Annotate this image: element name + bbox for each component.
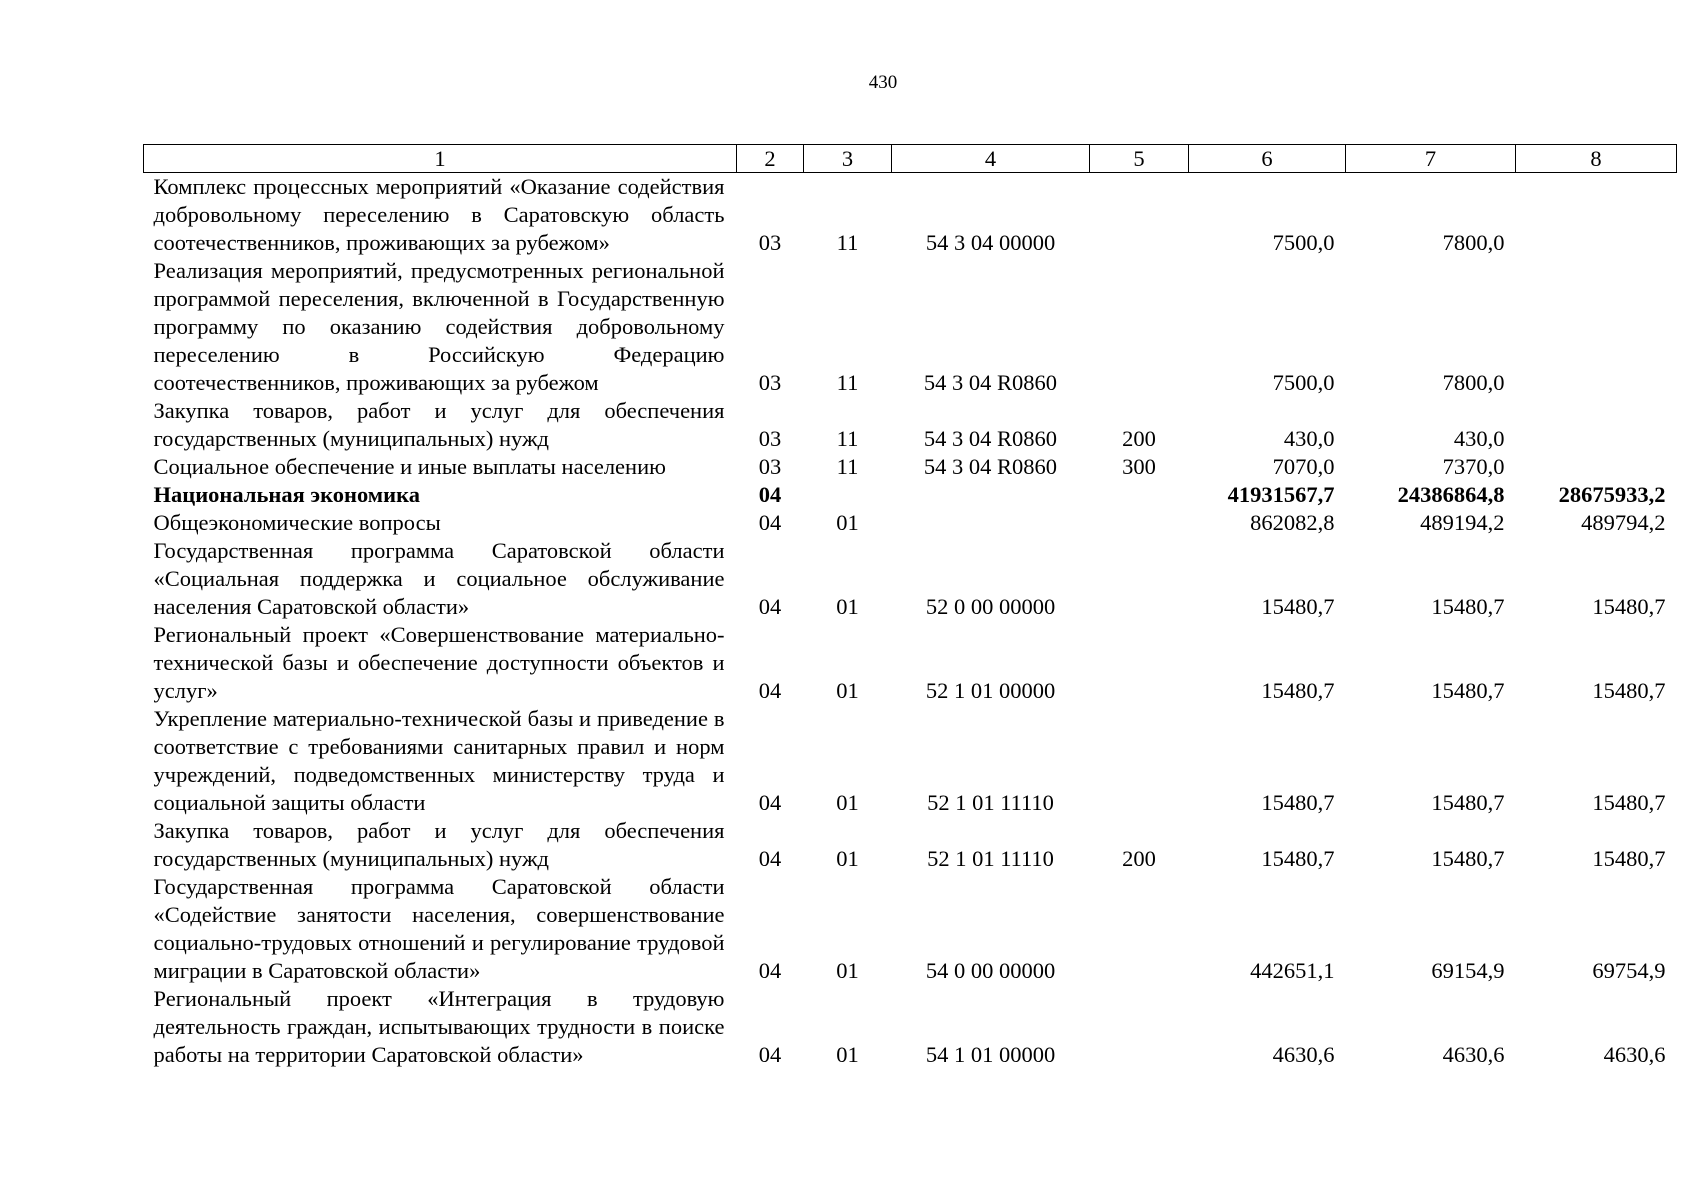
expense-type-cell [1090,873,1189,985]
target-article-cell [892,509,1090,537]
amount-cell-7: 69154,9 [1431,958,1505,983]
section-code-cell: 03 [758,454,782,479]
row-name-cell: Закупка товаров, работ и услуг для обеспечения государственных (муниципальных) нужд [153,818,725,871]
section-code-cell: 03 [758,370,782,395]
amount-cell-8: 69754,9 [1592,958,1666,983]
column-header: 1 [144,145,737,173]
row-name-cell: Социальное обеспечение и иные выплаты населению [153,454,666,479]
subsection-code-cell: 01 [836,846,859,871]
row-name-cell: Государственная программа Саратовской области «Содействие занятости населения, совершенствование социально-трудовых отношений и регулирование трудовой миграции в Саратовской области» [153,874,725,983]
target-article-cell: 52 1 01 11110 [927,846,1054,871]
subsection-code-cell: 11 [836,426,859,451]
table-header-row [144,145,1677,173]
section-code-cell: 04 [758,958,782,983]
target-article-cell: 52 0 00 00000 [925,594,1056,619]
subsection-code-cell: 01 [836,958,859,983]
page-number: 430 [868,72,898,93]
expense-type-cell [1090,985,1189,1069]
target-article-cell [892,481,1090,509]
subsection-code-cell: 11 [836,370,859,395]
expense-type-cell [1090,705,1189,817]
expense-type-cell [1090,257,1189,397]
amount-cell-6: 7500,0 [1272,370,1335,395]
target-article-cell: 52 1 01 11110 [927,790,1054,815]
expense-type-cell [1090,537,1189,621]
row-name-cell: Общеэкономические вопросы [153,510,441,535]
amount-cell-7: 15480,7 [1431,594,1505,619]
amount-cell-6: 4630,6 [1272,1042,1335,1067]
section-code-cell: 04 [758,790,782,815]
subsection-code-cell: 11 [836,454,859,479]
expense-type-cell: 200 [1122,426,1156,451]
row-name-cell: Региональный проект «Интеграция в трудовую деятельность граждан, испытывающих трудности в поиске работы на территории Саратовской области» [153,986,725,1067]
expense-type-cell: 300 [1122,454,1156,479]
column-header: 7 [1346,145,1516,173]
amount-cell-6: 442651,1 [1250,958,1335,983]
amount-cell-8: 15480,7 [1592,790,1666,815]
column-header: 6 [1189,145,1346,173]
table-row [144,873,1677,985]
table-row [144,985,1677,1069]
expense-type-cell [1090,481,1189,509]
amount-cell-6: 15480,7 [1261,594,1335,619]
amount-cell-6: 430,0 [1283,426,1335,451]
amount-cell-7: 15480,7 [1431,678,1505,703]
amount-cell-6: 862082,8 [1250,510,1335,535]
target-article-cell: 54 3 04 00000 [925,230,1056,255]
amount-cell-6: 7500,0 [1272,230,1335,255]
table-row [144,817,1677,873]
amount-cell-8: 15480,7 [1592,678,1666,703]
subsection-code-cell: 11 [836,230,859,255]
table-row [144,481,1677,509]
section-code-cell: 04 [758,482,782,507]
section-code-cell: 03 [758,230,782,255]
column-header: 8 [1516,145,1677,173]
table-row [144,621,1677,705]
amount-cell-6: 41931567,7 [1227,482,1335,507]
target-article-cell: 54 3 04 R0860 [923,370,1058,395]
section-code-cell: 03 [758,426,782,451]
subsection-code-cell: 01 [836,790,859,815]
column-header: 4 [892,145,1090,173]
row-name-cell: Закупка товаров, работ и услуг для обеспечения государственных (муниципальных) нужд [153,398,725,451]
table-body [144,173,1677,1070]
amount-cell-8 [1516,397,1677,453]
subsection-code-cell [804,481,892,509]
column-header: 5 [1090,145,1189,173]
target-article-cell: 54 3 04 R0860 [923,454,1058,479]
budget-table [143,144,1677,1069]
row-name-cell: Реализация мероприятий, предусмотренных региональной программой переселения, включенной в Государственную программу по оказанию содействия добровольному переселению в Российскую Федерацию соотечественников, проживающих за рубежом [153,258,725,395]
row-name-cell: Национальная экономика [153,482,420,507]
table-row [144,509,1677,537]
section-code-cell: 04 [758,678,782,703]
table-row [144,173,1677,258]
amount-cell-8: 15480,7 [1592,846,1666,871]
row-name-cell: Комплекс процессных мероприятий «Оказание содействия добровольному переселению в Саратовскую область соотечественников, проживающих за рубежом» [153,174,725,255]
target-article-cell: 54 3 04 R0860 [923,426,1058,451]
amount-cell-8: 28675933,2 [1558,482,1666,507]
amount-cell-7: 7800,0 [1442,370,1505,395]
table-row [144,257,1677,397]
expense-type-cell [1090,509,1189,537]
amount-cell-7: 15480,7 [1431,846,1505,871]
table-row [144,397,1677,453]
expense-type-cell: 200 [1122,846,1156,871]
amount-cell-7: 489194,2 [1420,510,1505,535]
amount-cell-7: 7370,0 [1442,454,1505,479]
row-name-cell: Укрепление материально-технической базы и приведение в соответствие с требованиями санитарных правил и норм учреждений, подведомственных министерству труда и социальной защиты области [153,706,725,815]
amount-cell-7: 7800,0 [1442,230,1505,255]
section-code-cell: 04 [758,846,782,871]
subsection-code-cell: 01 [836,1042,859,1067]
amount-cell-7: 4630,6 [1442,1042,1505,1067]
table-row [144,537,1677,621]
subsection-code-cell: 01 [836,678,859,703]
amount-cell-7: 430,0 [1453,426,1505,451]
amount-cell-8 [1516,173,1677,258]
expense-type-cell [1090,621,1189,705]
section-code-cell: 04 [758,594,782,619]
table-row [144,453,1677,481]
amount-cell-7: 24386864,8 [1397,482,1505,507]
target-article-cell: 54 1 01 00000 [925,1042,1056,1067]
subsection-code-cell: 01 [836,594,859,619]
table-row [144,705,1677,817]
target-article-cell: 54 0 00 00000 [925,958,1056,983]
expense-type-cell [1090,173,1189,258]
target-article-cell: 52 1 01 00000 [925,678,1056,703]
row-name-cell: Государственная программа Саратовской области «Социальная поддержка и социальное обслуживание населения Саратовской области» [153,538,725,619]
amount-cell-6: 7070,0 [1272,454,1335,479]
amount-cell-8 [1516,453,1677,481]
amount-cell-6: 15480,7 [1261,846,1335,871]
amount-cell-8: 489794,2 [1581,510,1666,535]
column-header: 2 [737,145,804,173]
amount-cell-6: 15480,7 [1261,790,1335,815]
row-name-cell: Региональный проект «Совершенствование материально-технической базы и обеспечение доступности объектов и услуг» [153,622,725,703]
column-header: 3 [804,145,892,173]
section-code-cell: 04 [758,510,782,535]
amount-cell-8: 4630,6 [1603,1042,1666,1067]
amount-cell-8: 15480,7 [1592,594,1666,619]
subsection-code-cell: 01 [836,510,859,535]
amount-cell-8 [1516,257,1677,397]
amount-cell-7: 15480,7 [1431,790,1505,815]
amount-cell-6: 15480,7 [1261,678,1335,703]
section-code-cell: 04 [758,1042,782,1067]
